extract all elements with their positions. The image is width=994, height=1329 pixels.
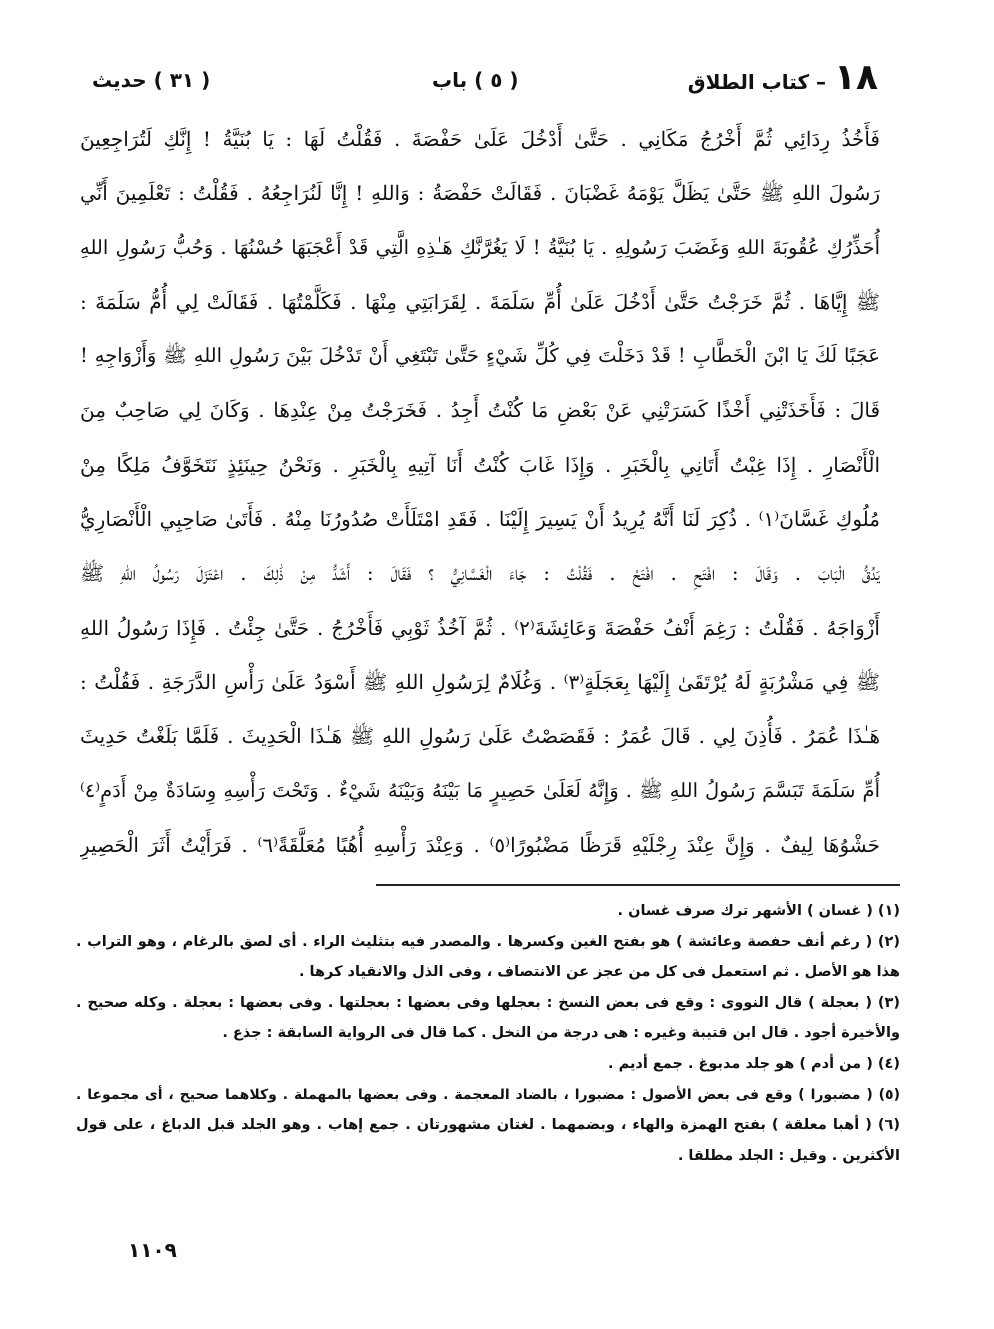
- footnote-line: (٥) ( مضبورا ) وقع فى بعض الأصول : مضبورا ، بالضاد المعجمة . وفى بعضها بالمهملة . وكلاهما صحيح ، أى مجموعا .: [76, 1086, 900, 1103]
- hadith-text: [80, 112, 880, 864]
- text-line: الْأَنْصَارِ . إِذَا غِبْتُ أَتَانِي بِالْخَبَرِ . وَإِذَا غَابَ كُنْتُ أَنَا آتِيهِ بِالْخَبَرِ . وَنَحْنُ حِينَئِذٍ نَتَخَوَّفُ مَلِكًا مِنْ: [80, 452, 880, 477]
- text-line: قَالَ : فَأَخَذَتْنِي أَخْذًا كَسَرَتْنِي عَنْ بَعْضِ مَا كُنْتُ أَجِدُ . فَخَرَجْتُ مِنْ عِنْدِهَا . وَكَانَ لِي صَاحِبٌ مِنَ: [80, 398, 880, 423]
- footnote-divider: [376, 884, 900, 886]
- text-line: هَـٰذَا عُمَرُ . فَأُذِنَ لِي . قَالَ عُمَرُ : فَقَصَصْتُ عَلَىٰ رَسُولِ اللهِ ﷺ هَـٰذَا الْحَدِيثَ . فَلَمَّا بَلَغْتُ حَدِيثَ: [80, 724, 880, 749]
- text-line: أُحَذِّرُكِ عُقُوبَةَ اللهِ وَغَضَبَ رَسُولِهِ . يَا بُنَيَّةُ ! لَا يَغُرَّنَّكِ هَـٰذِهِ الَّتِي قَدْ أَعْجَبَهَا حُسْنُهَا . وَحُبُّ رَسُولِ اللهِ: [80, 235, 880, 259]
- header-book-title: [688, 58, 878, 102]
- footnote-line: (٤) ( من أدم ) هو جلد مدبوغ . جمع أديم .: [608, 1055, 900, 1072]
- footnote-line: (١) ( غسان ) الأشهر ترك صرف غسان .: [617, 903, 900, 919]
- header-hadith-number: ( ٣١ ) حديث: [92, 68, 211, 92]
- header-page-number: ١٨: [834, 57, 878, 98]
- text-line: ﷺ إِيَّاهَا . ثُمَّ خَرَجْتُ حَتَّىٰ أَدْخُلَ عَلَىٰ أُمِّ سَلَمَةَ . لِقَرَابَتِي مِنْهَا . فَكَلَّمْتُهَا . فَقَالَتْ لِي أُمُّ سَلَمَةَ :: [80, 289, 880, 314]
- text-line: أَزْوَاجَهُ . فَقُلْتُ : رَغِمَ أَنْفُ حَفْصَةَ وَعَائِشَةَ⁽٢⁾ . ثُمَّ آخُذُ ثَوْبِي فَأَخْرُجُ . حَتَّىٰ جِئْتُ . فَإِذَا رَسُولُ اللهِ: [80, 615, 880, 640]
- text-line: مُلُوكِ غَسَّانَ⁽١⁾ . ذُكِرَ لَنَا أَنَّهُ يُرِيدُ أَنْ يَسِيرَ إِلَيْنَا . فَقَدِ امْتَلَأَتْ صُدُورُنَا مِنْهُ . فَأَتَىٰ صَاحِبِي الْأَنْصَارِيُّ: [80, 507, 880, 532]
- text-line: يَدُقُّ الْبَابَ . وَقَالَ : افْتَحِ . افْتَحْ . فَقُلْتُ : جَاءَ الْغَسَّانِيُّ ؟ فَقَالَ : أَشَدُّ مِنْ ذَٰلِكَ . اعْتَزَلَ رَسُولُ اللهِ ﷺ: [80, 561, 880, 586]
- footnote-line: (٣) ( بعجلة ) قال النووى : وقع فى بعض النسخ : بعجلها وفى بعضها : بعجلتها . وفى بعضها : بعجلة . وكله صحيح .: [76, 994, 900, 1011]
- footnote-line: (٦) ( أهبا معلقة ) بفتح الهمزة والهاء ، وبضمهما . لغتان مشهورتان . جمع إهاب . وهو الجلد قبل الدباغ ، على قول: [76, 1117, 900, 1134]
- text-line: عَجَبًا لَكَ يَا ابْنَ الْخَطَّابِ ! قَدْ دَخَلْتَ فِي كُلِّ شَيْءٍ حَتَّىٰ تَبْتَغِي أَنْ تَدْخُلَ بَيْنَ رَسُولِ اللهِ ﷺ وَأَزْوَاجِهِ !: [80, 344, 880, 368]
- header-book-name: – كتاب الطلاق: [687, 70, 827, 94]
- text-line: ﷺ فِي مَشْرُبَةٍ لَهُ يُرْتَقَىٰ إِلَيْهَا بِعَجَلَةٍ⁽٣⁾ . وَغُلَامٌ لِرَسُولِ اللهِ ﷺ أَسْوَدُ عَلَىٰ رَأْسِ الدَّرَجَةِ . فَقُلْتُ :: [80, 669, 880, 694]
- text-line: حَشْوُهَا لِيفٌ . وَإِنَّ عِنْدَ رِجْلَيْهِ قَرَظًا مَضْبُورًا⁽٥⁾ . وَعِنْدَ رَأْسِهِ أُهُبًا مُعَلَّقَةً⁽٦⁾ . فَرَأَيْتُ أَثَرَ الْحَصِيرِ: [80, 832, 880, 857]
- header-chapter: ( ٥ ) باب: [432, 68, 519, 92]
- footnote-line: هذا هو الأصل . ثم استعمل فى كل من عجز عن الانتصاف ، وفى الذل والانقياد كرها .: [299, 964, 900, 981]
- text-line: أُمِّ سَلَمَةَ تَبَسَّمَ رَسُولُ اللهِ ﷺ . وَإِنَّهُ لَعَلَىٰ حَصِيرٍ مَا بَيْنَهُ وَبَيْنَهُ شَيْءٌ . وَتَحْتَ رَأْسِهِ وِسَادَةٌ مِنْ أَدَمٍ⁽٤⁾: [80, 778, 880, 802]
- footnote-line: والأخيرة أجود . قال ابن قتيبة وغيره : هى درجة من النخل . كما قال فى الرواية السابقة : جذع .: [222, 1025, 900, 1042]
- text-line: فَأَخُذُ رِدَائِي ثُمَّ أَخْرُجُ مَكَانِي . حَتَّىٰ أَدْخُلَ عَلَىٰ حَفْصَةَ . فَقُلْتُ لَهَا : يَا بُنَيَّةُ ! إِنَّكِ لَتُرَاجِعِينَ: [80, 127, 880, 151]
- footnotes: [76, 896, 900, 1171]
- footnote-line: (٢) ( رغم أنف حفصة وعائشة ) هو بفتح الغين وكسرها . والمصدر فيه بتثليث الراء . أى لصق بالرغام ، وهو التراب .: [76, 933, 900, 950]
- footnote-line: الأكثرين . وقيل : الجلد مطلقا .: [677, 1147, 900, 1164]
- page-number: ١١٠٩: [128, 1238, 177, 1262]
- running-header: [92, 58, 878, 102]
- text-line: رَسُولَ اللهِ ﷺ حَتَّىٰ يَظَلَّ يَوْمَهُ غَضْبَانَ . فَقَالَتْ حَفْصَةُ : وَاللهِ ! إِنَّا لَنُرَاجِعُهُ . فَقُلْتُ : تَعْلَمِينَ أَنِّي: [80, 181, 880, 206]
